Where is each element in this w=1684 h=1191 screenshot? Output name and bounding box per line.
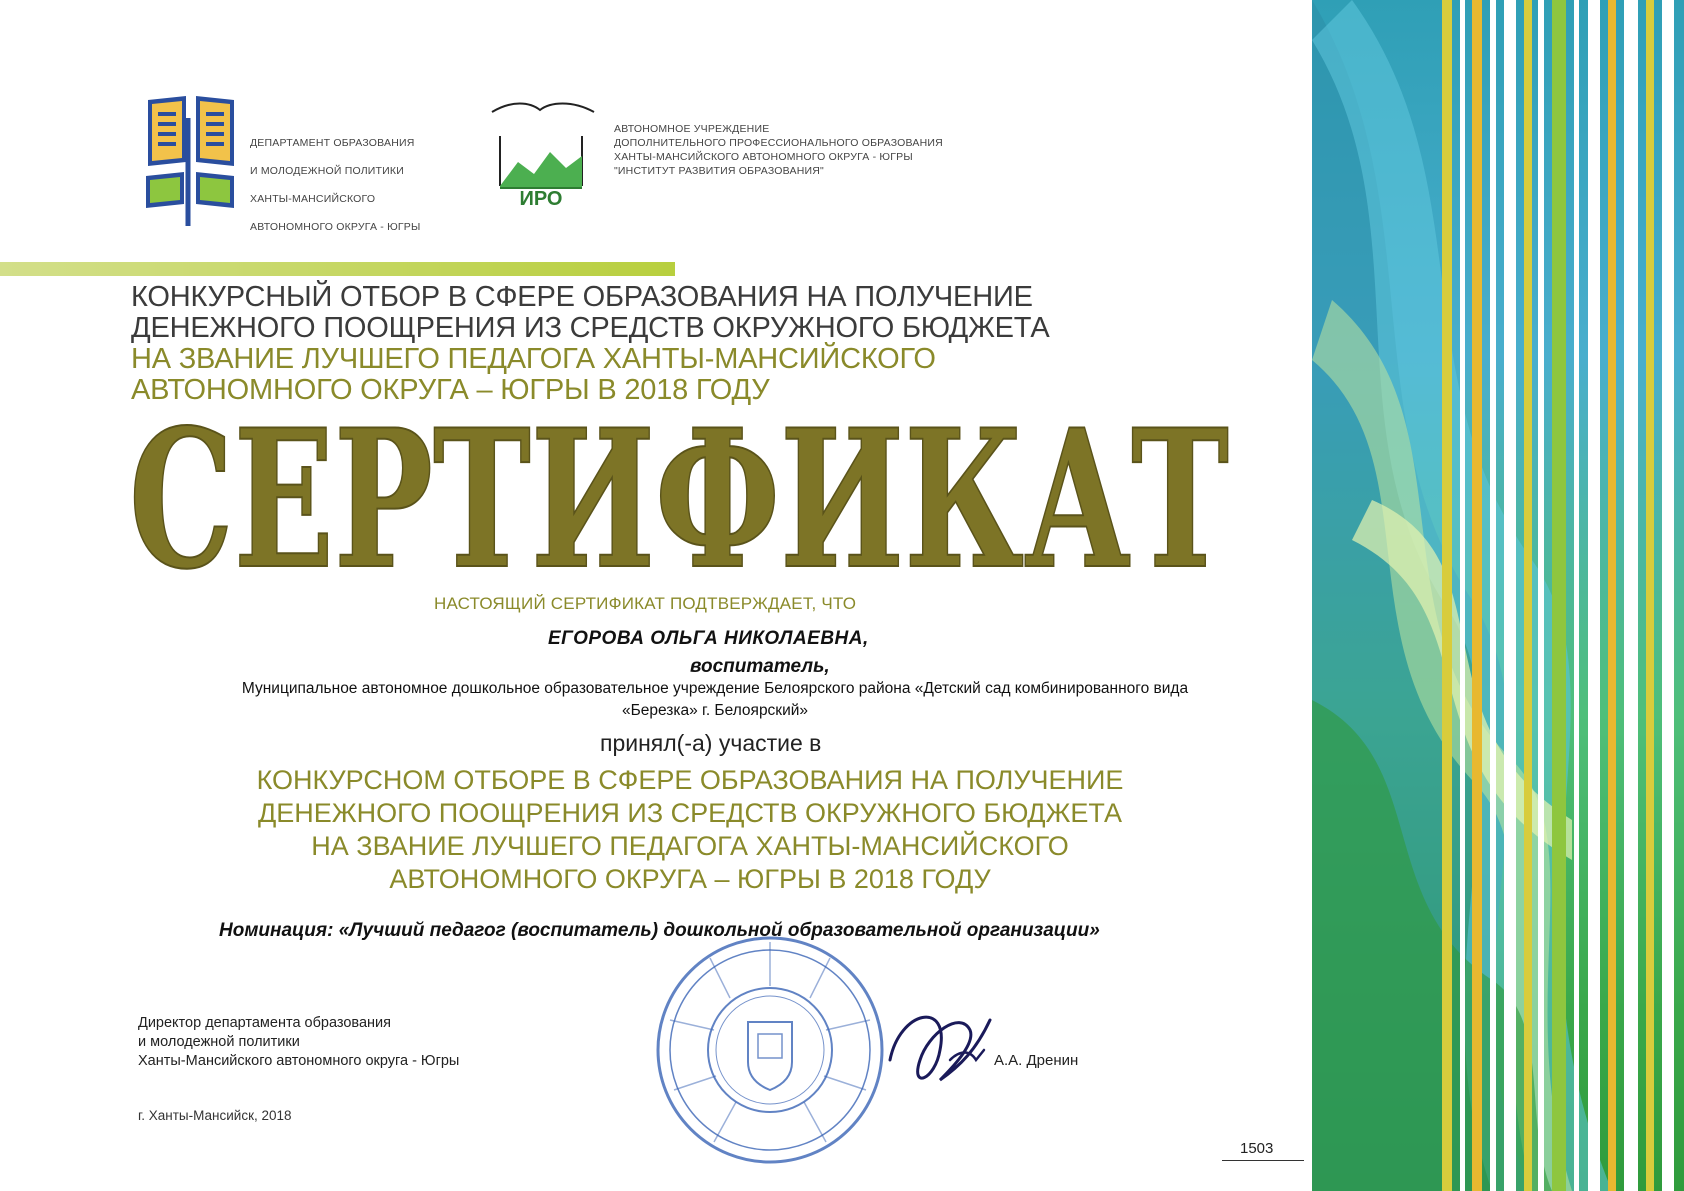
headline <box>131 282 1050 406</box>
contest-line-3: НА ЗВАНИЕ ЛУЧШЕГО ПЕДАГОГА ХАНТЫ-МАНСИЙСКОГО <box>311 831 1069 861</box>
institute-line-1: АВТОНОМНОЕ УЧРЕЖДЕНИЕ <box>614 123 770 135</box>
certificate-title: СЕРТИФИКАТ <box>129 398 1229 588</box>
took-part-text: принял(-а) участие в <box>600 730 822 756</box>
serial-underline <box>1222 1160 1304 1161</box>
contest-line-1: КОНКУРСНОМ ОТБОРЕ В СФЕРЕ ОБРАЗОВАНИЯ НА ПОЛУЧЕНИЕ <box>256 765 1124 795</box>
band-waves-graphic <box>1312 0 1684 1191</box>
open-book-flower-icon <box>144 92 240 226</box>
accent-stripe <box>0 262 675 276</box>
official-stamp <box>650 930 890 1170</box>
recipient-name: ЕГОРОВА ОЛЬГА НИКОЛАЕВНА, <box>548 628 869 649</box>
department-line-4: АВТОНОМНОГО ОКРУГА - ЮГРЫ <box>250 221 421 233</box>
department-line-2: И МОЛОДЕЖНОЙ ПОЛИТИКИ <box>250 165 404 177</box>
headline-line-1: КОНКУРСНЫЙ ОТБОР В СФЕРЕ ОБРАЗОВАНИЯ НА ПОЛУЧЕНИЕ <box>131 281 1033 313</box>
serial-number: 1503 <box>1240 1140 1274 1157</box>
decorative-band <box>1312 0 1684 1191</box>
contest-line-2: ДЕНЕЖНОГО ПООЩРЕНИЯ ИЗ СРЕДСТВ ОКРУЖНОГО БЮДЖЕТА <box>257 798 1123 828</box>
institute-line-2: ДОПОЛНИТЕЛЬНОГО ПРОФЕССИОНАЛЬНОГО ОБРАЗОВАНИЯ <box>614 137 943 149</box>
nomination-text: Номинация: «Лучший педагог (воспитатель) дошкольной образовательной организации» <box>219 920 1100 941</box>
iro-mark: ИРО <box>519 188 563 206</box>
institute-line-4: "ИНСТИТУТ РАЗВИТИЯ ОБРАЗОВАНИЯ" <box>614 165 824 177</box>
department-line-1: ДЕПАРТАМЕНТ ОБРАЗОВАНИЯ <box>250 137 415 149</box>
recipient-organization <box>160 678 1270 722</box>
certificate-title-graphic <box>124 398 1234 588</box>
director-title-line-3: Ханты-Мансийского автономного округа - Югры <box>138 1053 460 1069</box>
organization-line-2: «Березка» г. Белоярский» <box>621 702 809 719</box>
headline-line-2: ДЕНЕЖНОГО ПООЩРЕНИЯ ИЗ СРЕДСТВ ОКРУЖНОГО БЮДЖЕТА <box>131 312 1050 344</box>
iro-book-icon <box>482 96 602 206</box>
department-line-3: ХАНТЫ-МАНСИЙСКОГО <box>250 193 376 205</box>
director-title-line-2: и молодежной политики <box>138 1034 300 1050</box>
contest-title <box>190 764 1190 896</box>
institute-line-3: ХАНТЫ-МАНСИЙСКОГО АВТОНОМНОГО ОКРУГА - ЮГРЫ <box>614 151 913 163</box>
institute-logo <box>482 96 602 211</box>
contest-line-4: АВТОНОМНОГО ОКРУГА – ЮГРЫ В 2018 ГОДУ <box>389 864 991 894</box>
organization-line-1: Муниципальное автономное дошкольное образовательное учреждение Белоярского района «Детский сад комбинированного вида <box>241 680 1189 697</box>
director-name: А.А. Дренин <box>994 1052 1079 1069</box>
confirmation-text: НАСТОЯЩИЙ СЕРТИФИКАТ ПОДТВЕРЖДАЕТ, ЧТО <box>434 594 857 613</box>
headline-line-4: АВТОНОМНОГО ОКРУГА – ЮГРЫ В 2018 ГОДУ <box>131 374 770 406</box>
institute-logo-text <box>614 122 943 178</box>
headline-line-3: НА ЗВАНИЕ ЛУЧШЕГО ПЕДАГОГА ХАНТЫ-МАНСИЙСКОГО <box>131 343 936 375</box>
recipient-position: воспитатель, <box>690 656 830 677</box>
department-logo-text <box>250 122 420 248</box>
director-title-line-1: Директор департамента образования <box>138 1015 391 1031</box>
director-title <box>138 1014 459 1071</box>
director-signature <box>880 990 1000 1110</box>
place-date: г. Ханты-Мансийск, 2018 <box>138 1108 292 1123</box>
department-logo <box>144 92 240 231</box>
